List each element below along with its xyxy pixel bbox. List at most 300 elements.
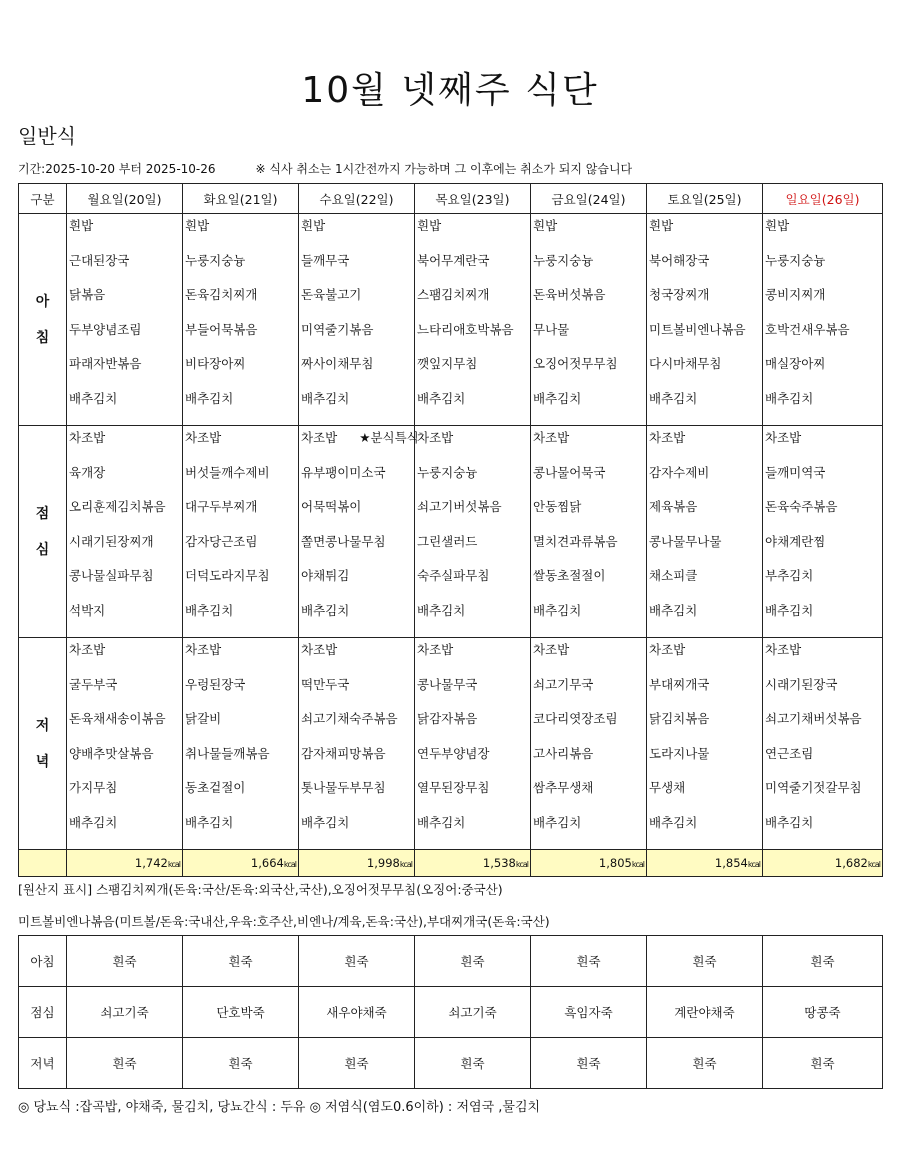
dish-name: 버섯들깨수제비 xyxy=(185,464,270,480)
dish-item xyxy=(69,780,182,815)
dish-name: 차조밥 xyxy=(417,642,454,657)
menu-cell xyxy=(183,426,299,638)
dish-item xyxy=(533,465,646,500)
dish-name: 흰밥 xyxy=(765,218,790,233)
dish-item xyxy=(69,746,182,781)
dish-name: 배추김치 xyxy=(69,390,118,406)
dish-item xyxy=(301,568,414,603)
porridge-meal-label: 점심 xyxy=(19,987,67,1038)
dish-name: 누룽지숭늉 xyxy=(533,252,594,268)
dish-item xyxy=(69,499,182,534)
dish-name: 콩나물무국 xyxy=(417,676,478,692)
dish-name: 다시마채무침 xyxy=(649,356,722,371)
porridge-cell: 단호박죽 xyxy=(183,987,299,1038)
dish-name: 들깨미역국 xyxy=(765,464,826,480)
dish-name: 시래기된장국 xyxy=(765,676,838,692)
dish-name: 돈육김치찌개 xyxy=(185,287,258,302)
dish-item xyxy=(185,746,298,781)
dish-item xyxy=(533,677,646,712)
dish-name: 차조밥 xyxy=(301,430,338,445)
dish-item xyxy=(649,815,762,850)
dish-item xyxy=(417,603,530,638)
dish-name: 배추김치 xyxy=(649,602,698,618)
dish-item xyxy=(765,603,882,638)
dish-name: 닭갈비 xyxy=(185,711,222,726)
dish-name: 누룽지숭늉 xyxy=(185,252,246,268)
menu-cell xyxy=(67,638,183,850)
dish-item xyxy=(649,603,762,638)
porridge-cell: 흰죽 xyxy=(183,1038,299,1089)
dish-item xyxy=(185,356,298,391)
dish-item xyxy=(185,780,298,815)
porridge-cell: 땅콩죽 xyxy=(763,987,883,1038)
dish-name: 석박지 xyxy=(69,602,106,618)
dish-name: 배추김치 xyxy=(765,814,814,830)
dish-item xyxy=(417,356,530,391)
dish-item xyxy=(649,430,762,465)
dish-name: 닭김치볶음 xyxy=(649,711,710,726)
dish-name: 연두부양념장 xyxy=(417,745,490,761)
porridge-cell: 흰죽 xyxy=(415,1038,531,1089)
menu-cell xyxy=(67,214,183,426)
dish-item xyxy=(533,603,646,638)
dish-name: 배추김치 xyxy=(765,602,814,618)
dish-name: 차조밥 xyxy=(69,642,106,657)
day-header-wed: 수요일(22일) xyxy=(299,184,415,214)
dish-item xyxy=(533,642,646,677)
dish-name: 연근조림 xyxy=(765,745,814,761)
dish-name: 돈육불고기 xyxy=(301,287,362,302)
dish-item xyxy=(649,391,762,426)
dish-item xyxy=(69,391,182,426)
menu-cell xyxy=(763,214,883,426)
dish-name: 차조밥 xyxy=(649,642,686,657)
dish-item xyxy=(765,568,882,603)
dish-item xyxy=(417,391,530,426)
dish-name: 가지무침 xyxy=(69,780,118,795)
dish-name: 배추김치 xyxy=(185,390,234,406)
dish-item xyxy=(649,746,762,781)
dish-item xyxy=(533,253,646,288)
dish-name: 숙주실파무침 xyxy=(417,568,490,583)
dish-name: 감자수제비 xyxy=(649,464,710,480)
menu-cell xyxy=(415,638,531,850)
dish-name: 흰밥 xyxy=(649,218,674,233)
dish-item xyxy=(417,218,530,253)
dish-item xyxy=(533,499,646,534)
dish-name: 차조밥 xyxy=(301,642,338,657)
dish-name: 그린샐러드 xyxy=(417,533,478,549)
dish-name: 흰밥 xyxy=(301,218,326,233)
day-header-fri: 금요일(24일) xyxy=(531,184,647,214)
dish-item xyxy=(301,356,414,391)
dish-name: 쌀동초절절이 xyxy=(533,568,606,583)
dish-item xyxy=(301,430,419,465)
dish-item xyxy=(69,534,182,569)
dish-item xyxy=(765,218,882,253)
dish-item xyxy=(765,322,882,357)
dish-name: 북어해장국 xyxy=(649,252,710,268)
porridge-cell: 흰죽 xyxy=(67,936,183,987)
calorie-cell: 1,742kcal xyxy=(67,850,183,877)
porridge-cell: 흰죽 xyxy=(183,936,299,987)
dish-name: 느타리애호박볶음 xyxy=(417,321,514,337)
dish-item xyxy=(185,287,298,322)
menu-cell xyxy=(183,214,299,426)
dish-name: 차조밥 xyxy=(185,430,222,445)
menu-cell xyxy=(647,638,763,850)
dish-name: 깻잎지무침 xyxy=(417,356,478,371)
dish-name: 오리훈제김치볶음 xyxy=(69,499,166,514)
dish-name: 동초겉절이 xyxy=(185,780,246,795)
dish-name: 어묵떡볶이 xyxy=(301,499,362,514)
calorie-cell: 1,854kcal xyxy=(647,850,763,877)
porridge-cell: 흰죽 xyxy=(67,1038,183,1089)
dish-item xyxy=(649,218,762,253)
dish-name: 대구두부찌개 xyxy=(185,499,258,514)
special-badge: ★분식특식 xyxy=(359,430,419,445)
dish-item xyxy=(185,465,298,500)
dish-item xyxy=(301,746,414,781)
porridge-cell: 흰죽 xyxy=(763,936,883,987)
weekly-menu-table xyxy=(18,183,883,877)
dish-item xyxy=(185,218,298,253)
menu-cell xyxy=(415,426,531,638)
dish-name: 흰밥 xyxy=(185,218,210,233)
dish-item xyxy=(69,287,182,322)
dish-name: 시래기된장찌개 xyxy=(69,533,154,549)
dish-item xyxy=(649,780,762,815)
dish-item xyxy=(69,815,182,850)
dish-name: 닭감자볶음 xyxy=(417,711,478,726)
cancel-notice: ※ 식사 취소는 1시간전까지 가능하며 그 이후에는 취소가 되지 않습니다 xyxy=(255,162,633,176)
dish-item xyxy=(417,780,530,815)
dish-item xyxy=(301,391,414,426)
dish-name: 쇠고기채버섯볶음 xyxy=(765,711,862,726)
dish-name: 배추김치 xyxy=(649,814,698,830)
dish-name: 배추김치 xyxy=(417,602,466,618)
dish-item xyxy=(301,815,414,850)
dish-name: 제육볶음 xyxy=(649,499,698,514)
dish-name: 야채튀김 xyxy=(301,568,350,583)
dish-name: 떡만두국 xyxy=(301,676,350,692)
porridge-cell: 계란야채죽 xyxy=(647,987,763,1038)
dish-item xyxy=(185,711,298,746)
porridge-cell: 흰죽 xyxy=(647,936,763,987)
dish-item xyxy=(185,430,298,465)
porridge-meal-label: 저녁 xyxy=(19,1038,67,1089)
dish-name: 배추김치 xyxy=(533,390,582,406)
dish-item xyxy=(765,391,882,426)
dish-item xyxy=(301,780,414,815)
dish-name: 차조밥 xyxy=(533,642,570,657)
porridge-cell: 쇠고기죽 xyxy=(415,987,531,1038)
porridge-cell: 흰죽 xyxy=(531,936,647,987)
dish-item xyxy=(649,253,762,288)
dish-item xyxy=(69,218,182,253)
dish-item xyxy=(649,465,762,500)
calorie-cell: 1,682kcal xyxy=(763,850,883,877)
dish-name: 비타장아찌 xyxy=(185,356,246,371)
dish-name: 부들어묵볶음 xyxy=(185,321,258,337)
dish-item xyxy=(69,253,182,288)
dish-name: 파래자반볶음 xyxy=(69,356,142,371)
meal-label: 저 녁 xyxy=(19,638,67,850)
porridge-cell: 흰죽 xyxy=(299,1038,415,1089)
porridge-row xyxy=(19,936,883,987)
dish-name: 돈육버섯볶음 xyxy=(533,287,606,302)
menu-cell xyxy=(299,214,415,426)
dish-name: 누룽지숭늉 xyxy=(417,464,478,480)
dish-name: 흰밥 xyxy=(417,218,442,233)
dish-item xyxy=(301,534,414,569)
dish-name: 차조밥 xyxy=(765,430,802,445)
dish-name: 양배추맛살볶음 xyxy=(69,745,154,761)
menu-cell xyxy=(763,426,883,638)
dish-name: 열무된장무침 xyxy=(417,780,490,795)
dish-item xyxy=(765,499,882,534)
dish-name: 야채계란찜 xyxy=(765,533,826,549)
dish-item xyxy=(533,218,646,253)
menu-cell xyxy=(67,426,183,638)
menu-cell xyxy=(647,214,763,426)
dish-item xyxy=(533,356,646,391)
dish-item xyxy=(649,356,762,391)
dish-item xyxy=(533,287,646,322)
dish-name: 차조밥 xyxy=(417,430,454,445)
dish-item xyxy=(533,780,646,815)
dish-name: 미역줄기젓갈무침 xyxy=(765,780,862,795)
dish-item xyxy=(185,534,298,569)
dish-name: 배추김치 xyxy=(301,602,350,618)
dish-name: 근대된장국 xyxy=(69,252,130,268)
dish-name: 배추김치 xyxy=(765,390,814,406)
dish-name: 매실장아찌 xyxy=(765,356,826,371)
dish-item xyxy=(417,465,530,500)
dish-name: 배추김치 xyxy=(417,814,466,830)
dish-name: 쇠고기채숙주볶음 xyxy=(301,711,398,726)
dish-item xyxy=(301,603,414,638)
dish-item xyxy=(185,322,298,357)
dish-name: 육개장 xyxy=(69,464,106,480)
dish-item xyxy=(185,677,298,712)
dish-item xyxy=(765,815,882,850)
dish-name: 돈육채새송이볶음 xyxy=(69,711,166,726)
dish-name: 차조밥 xyxy=(649,430,686,445)
dish-item xyxy=(417,642,530,677)
dish-item xyxy=(185,603,298,638)
dish-item xyxy=(765,430,882,465)
dish-name: 배추김치 xyxy=(533,602,582,618)
dish-item xyxy=(765,287,882,322)
porridge-cell: 흰죽 xyxy=(415,936,531,987)
dish-item xyxy=(765,642,882,677)
dish-name: 우렁된장국 xyxy=(185,676,246,692)
dish-name: 배추김치 xyxy=(69,814,118,830)
dish-item xyxy=(301,499,414,534)
dish-name: 미트볼비엔나볶음 xyxy=(649,321,746,337)
dish-item xyxy=(301,642,414,677)
dish-item xyxy=(69,430,182,465)
dish-name: 콩나물무나물 xyxy=(649,533,722,549)
dish-name: 배추김치 xyxy=(649,390,698,406)
dish-item xyxy=(69,465,182,500)
porridge-table xyxy=(18,935,883,1089)
period-text: 기간:2025-10-20 부터 2025-10-26 xyxy=(18,162,216,176)
dish-item xyxy=(185,391,298,426)
meal-label: 점 심 xyxy=(19,426,67,638)
dish-item xyxy=(301,287,414,322)
dish-name: 안동찜닭 xyxy=(533,499,582,514)
day-header-sun: 일요일(26일) xyxy=(763,184,883,214)
dish-name: 도라지나물 xyxy=(649,745,710,761)
dish-item xyxy=(417,746,530,781)
dish-name: 배추김치 xyxy=(417,390,466,406)
dish-name: 콩나물실파무침 xyxy=(69,568,154,583)
calorie-label-cell xyxy=(19,850,67,877)
dish-item xyxy=(533,391,646,426)
dish-item xyxy=(417,322,530,357)
dish-item xyxy=(69,568,182,603)
dish-item xyxy=(301,253,414,288)
meal-row xyxy=(19,214,883,426)
dish-item xyxy=(417,711,530,746)
dish-item xyxy=(301,711,414,746)
dish-item xyxy=(533,534,646,569)
dish-name: 흰밥 xyxy=(533,218,558,233)
day-header-mon: 월요일(20일) xyxy=(67,184,183,214)
dish-item xyxy=(69,322,182,357)
dish-item xyxy=(69,356,182,391)
dish-name: 돈육숙주볶음 xyxy=(765,499,838,514)
calorie-row xyxy=(19,850,883,877)
calorie-cell: 1,538kcal xyxy=(415,850,531,877)
dish-item xyxy=(301,218,414,253)
porridge-meal-label: 아침 xyxy=(19,936,67,987)
dish-item xyxy=(301,465,414,500)
diet-footnote: ◎ 당뇨식 :잡곡밥, 야채죽, 물김치, 당뇨간식 : 두유 ◎ 저염식(염도0.6이하) : 저염국 ,물김치 xyxy=(18,1100,541,1115)
dish-item xyxy=(765,253,882,288)
dish-name: 채소피클 xyxy=(649,568,698,583)
dish-name: 쌈추무생채 xyxy=(533,780,594,795)
dish-item xyxy=(301,322,414,357)
dish-item xyxy=(417,430,530,465)
dish-name: 오징어젓무무침 xyxy=(533,356,618,371)
period-line xyxy=(18,160,632,177)
dish-name: 톳나물두부무침 xyxy=(301,780,386,795)
dish-name: 닭볶음 xyxy=(69,287,106,302)
menu-cell xyxy=(299,426,419,638)
dish-item xyxy=(417,815,530,850)
dish-item xyxy=(765,534,882,569)
dish-name: 무생채 xyxy=(649,780,686,795)
dish-item xyxy=(533,430,646,465)
porridge-cell: 쇠고기죽 xyxy=(67,987,183,1038)
dish-name: 굴두부국 xyxy=(69,676,118,692)
dish-name: 감자당근조림 xyxy=(185,533,258,549)
origin-notice-line2: 미트볼비엔나볶음(미트볼/돈육:국내산,우육:호주산,비엔나/계육,돈육:국산),부대찌개국(돈육:국산) xyxy=(18,914,550,929)
dish-item xyxy=(69,677,182,712)
dish-name: 부대찌개국 xyxy=(649,676,710,692)
category-header: 구분 xyxy=(19,184,67,214)
dish-name: 부추김치 xyxy=(765,568,814,583)
porridge-cell: 흰죽 xyxy=(763,1038,883,1089)
dish-name: 짜사이채무침 xyxy=(301,356,374,371)
dish-name: 미역줄기볶음 xyxy=(301,321,374,337)
dish-name: 차조밥 xyxy=(69,430,106,445)
dish-name: 콩나물어묵국 xyxy=(533,464,606,480)
dish-item xyxy=(69,642,182,677)
meal-label: 아 침 xyxy=(19,214,67,426)
dish-name: 두부양념조림 xyxy=(69,321,142,337)
dish-item xyxy=(765,746,882,781)
dish-name: 차조밥 xyxy=(533,430,570,445)
meal-row xyxy=(19,638,883,850)
header-row xyxy=(19,184,883,214)
dish-item xyxy=(185,568,298,603)
dish-name: 더덕도라지무침 xyxy=(185,568,270,583)
porridge-cell: 새우야채죽 xyxy=(299,987,415,1038)
dish-item xyxy=(533,568,646,603)
dish-item xyxy=(649,568,762,603)
page-title: 10월 넷째주 식단 xyxy=(301,70,599,111)
porridge-row xyxy=(19,1038,883,1089)
porridge-cell: 흰죽 xyxy=(531,1038,647,1089)
dish-name: 콩비지찌개 xyxy=(765,287,826,302)
porridge-cell: 흰죽 xyxy=(647,1038,763,1089)
day-header-tue: 화요일(21일) xyxy=(183,184,299,214)
dish-item xyxy=(649,534,762,569)
dish-name: 무나물 xyxy=(533,321,570,337)
dish-name: 누룽지숭늉 xyxy=(765,252,826,268)
dish-item xyxy=(649,642,762,677)
calorie-cell: 1,998kcal xyxy=(299,850,415,877)
porridge-row xyxy=(19,987,883,1038)
menu-cell xyxy=(415,214,531,426)
menu-cell xyxy=(183,638,299,850)
dish-item xyxy=(649,499,762,534)
dish-item xyxy=(69,711,182,746)
dish-name: 배추김치 xyxy=(533,814,582,830)
dish-item xyxy=(649,677,762,712)
dish-item xyxy=(765,711,882,746)
menu-type-label: 일반식 xyxy=(18,124,76,148)
day-header-sat: 토요일(25일) xyxy=(647,184,763,214)
menu-cell xyxy=(647,426,763,638)
porridge-cell: 흰죽 xyxy=(299,936,415,987)
dish-name: 쇠고기버섯볶음 xyxy=(417,499,502,514)
dish-name: 차조밥 xyxy=(185,642,222,657)
dish-name: 호박건새우볶음 xyxy=(765,321,850,337)
dish-item xyxy=(533,746,646,781)
menu-cell xyxy=(763,638,883,850)
dish-name: 배추김치 xyxy=(185,814,234,830)
dish-item xyxy=(417,253,530,288)
menu-cell xyxy=(531,638,647,850)
dish-name: 감자채피망볶음 xyxy=(301,745,386,761)
dish-item xyxy=(765,677,882,712)
dish-name: 배추김치 xyxy=(301,814,350,830)
meal-row xyxy=(19,426,883,638)
calorie-cell: 1,805kcal xyxy=(531,850,647,877)
dish-name: 고사리볶음 xyxy=(533,745,594,761)
dish-item xyxy=(185,499,298,534)
dish-item xyxy=(417,677,530,712)
dish-item xyxy=(765,780,882,815)
dish-item xyxy=(417,499,530,534)
dish-name: 배추김치 xyxy=(185,602,234,618)
dish-item xyxy=(417,534,530,569)
